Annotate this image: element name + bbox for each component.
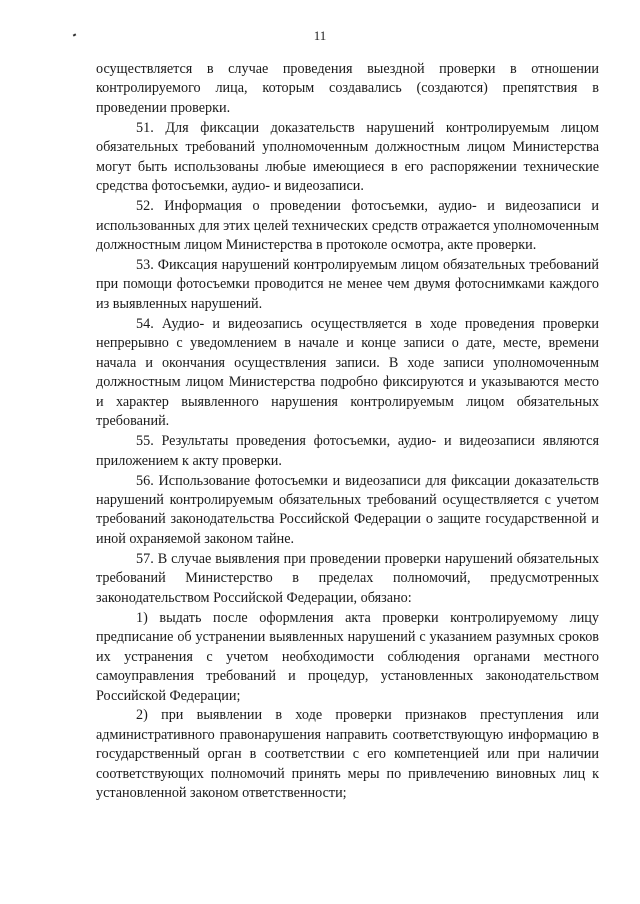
paragraph-57-item-2: 2) при выявлении в ходе проверки признаков преступления или административного правонарушения направить соответствующую информацию в государственный орган в соответствии с его компетенцией или при наличии соответствующих полномочий принять меры по привлечению виновных лиц к установленной законом ответственности; [96, 707, 599, 802]
paragraph-continuation: осуществляется в случае проведения выездной проверки в отношении контролируемого лица, которым создавались (создаются) препятствия в проведении проверки. [96, 61, 599, 116]
paragraph-56: 56. Использование фотосъемки и видеозаписи для фиксации доказательств нарушений контролируемым обязательных требований осуществляется с учетом требований законодательства Российской Федерации о защите государственной и иной охраняемой законом тайне. [96, 472, 599, 547]
paragraph-51: 51. Для фиксации доказательств нарушений контролируемым лицом обязательных требований уполномоченным должностным лицом Министерства могут быть использованы любые имеющиеся в его распоряжении технические средства фотосъемки, аудио- и видеозаписи. [96, 119, 599, 195]
paragraph-53: 53. Фиксация нарушений контролируемым лицом обязательных требований при помощи фотосъемки проводится не менее чем двумя фотоснимками каждого из выявленных нарушений. [96, 257, 599, 312]
paragraph-57: 57. В случае выявления при проведении проверки нарушений обязательных требований Министерство в пределах полномочий, предусмотренных законодательством Российской Федерации, обязано: [96, 550, 599, 606]
paragraph-57-item-1: 1) выдать после оформления акта проверки контролируемому лицу предписание об устранении выявленных нарушений с указанием разумных сроков их устранения с учетом необходимости соблюдения органами местного самоуправления требований и процедур, установленных законодательством Российской Федерации; [96, 609, 599, 704]
paragraph-54: 54. Аудио- и видеозапись осуществляется в ходе проведения проверки непрерывно с уведомлением в начале и конце записи о дате, месте, времени начала и окончания осуществления записи. В ходе записи уполномоченным должностным лицом Министерства подробно фиксируются и указываются место и характер выявленного нарушения контролируемым лицом обязательных требований. [96, 315, 599, 430]
document-body [96, 60, 599, 804]
paragraph-52: 52. Информация о проведении фотосъемки, аудио- и видеозаписи и использованных для этих целей технических средств отражается уполномоченным должностным лицом Министерства в протоколе осмотра, акте проверки. [96, 198, 600, 254]
paragraph-55: 55. Результаты проведения фотосъемки, аудио- и видеозаписи являются приложением к акту проверки. [96, 433, 599, 469]
page-number: 11 [313, 28, 327, 43]
